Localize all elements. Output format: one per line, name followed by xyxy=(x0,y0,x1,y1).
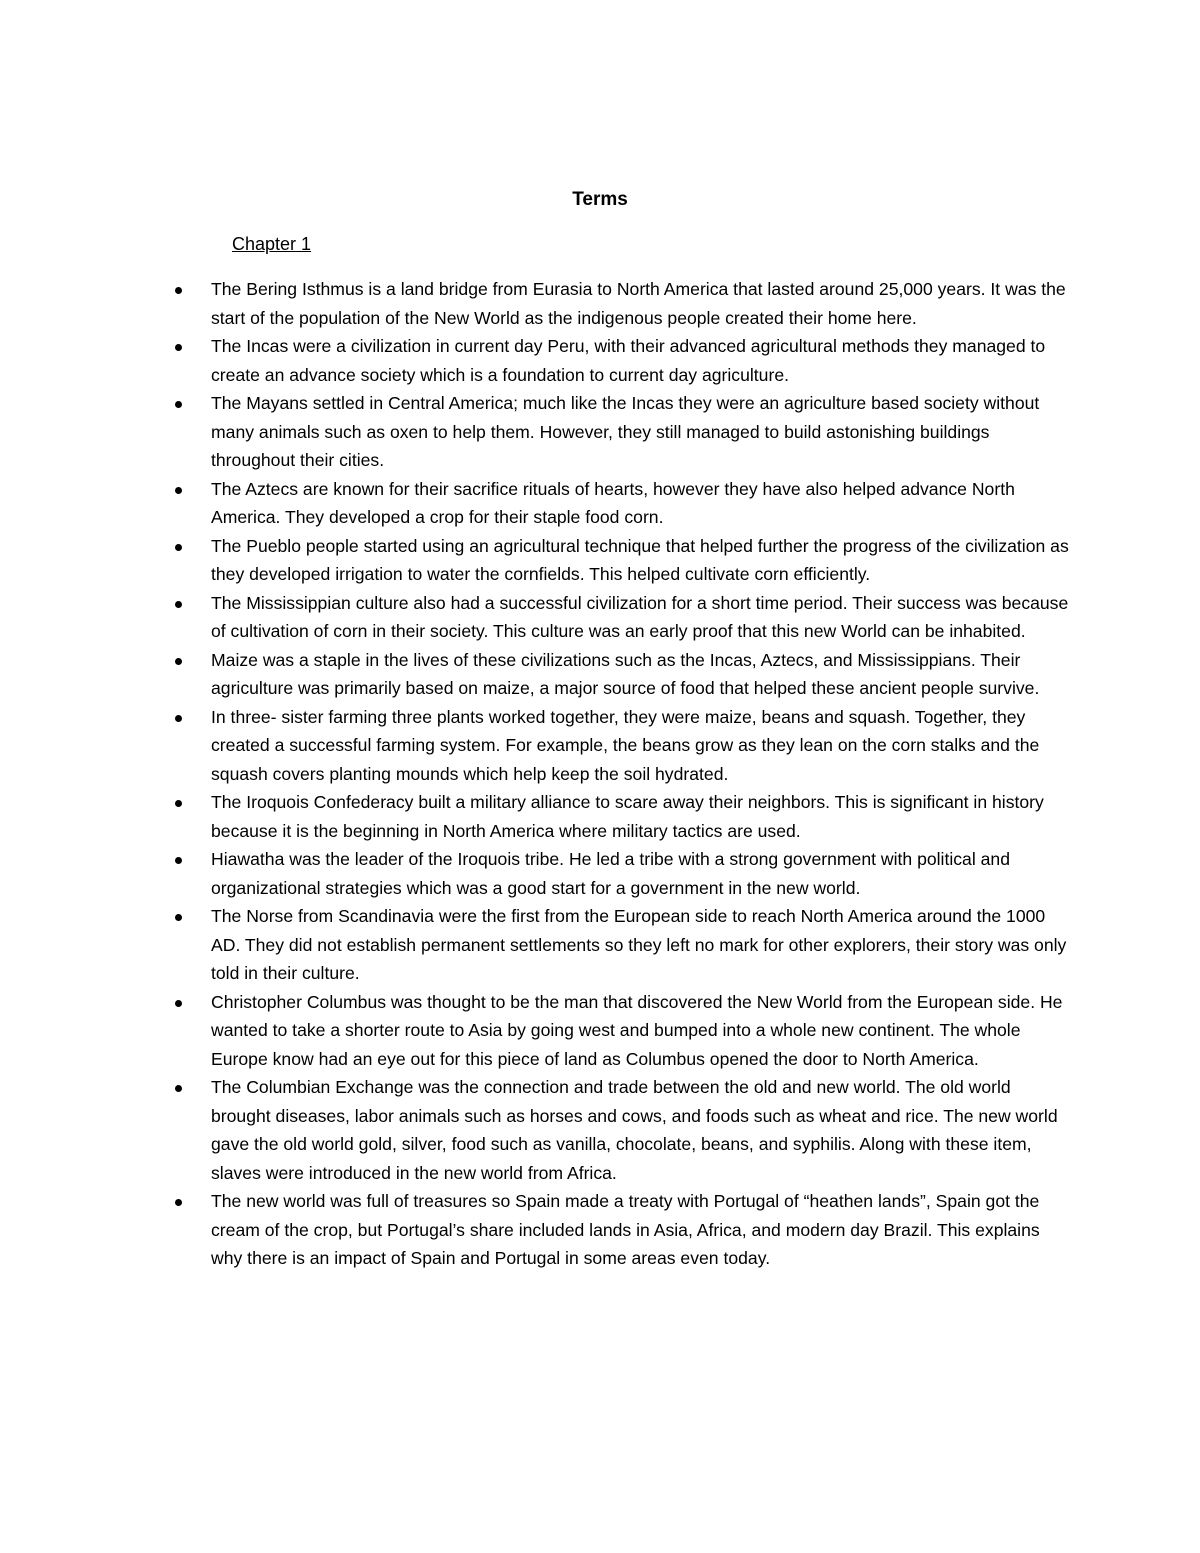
list-item-text: The Mayans settled in Central America; much like the Incas they were an agriculture based society without many animals such as oxen to help them. However, they still managed to build astonishing buildings throughout their cities. xyxy=(211,393,1040,470)
list-item-text: The Iroquois Confederacy built a military alliance to scare away their neighbors. This is significant in history because it is the beginning in North America where military tactics are used. xyxy=(211,792,1044,841)
list-item-text: The Norse from Scandinavia were the first from the European side to reach North America around the 1000 AD. They did not establish permanent settlements so they left no mark for other explorers, their story was only told in their culture. xyxy=(211,906,1067,983)
list-item-text: The Incas were a civilization in current day Peru, with their advanced agricultural methods they managed to create an advance society which is a foundation to current day agriculture. xyxy=(211,336,1046,385)
bullet-icon xyxy=(175,857,182,864)
list-item xyxy=(211,1073,1071,1187)
list-item-text: Christopher Columbus was thought to be the man that discovered the New World from the European side. He wanted to take a shorter route to Asia by going west and bumped into a whole new continent. The whole Europe know had an eye out for this piece of land as Columbus opened the door to North America. xyxy=(211,991,1063,1069)
list-item-text: The Bering Isthmus is a land bridge from Eurasia to North America that lasted around 25,000 years. It was the start of the population of the New World as the indigenous people created their home here. xyxy=(211,279,1066,328)
list-item xyxy=(211,788,1071,845)
list-item-text: The Mississippian culture also had a successful civilization for a short time period. Their success was because of cultivation of corn in their society. This culture was an early proof that this new World can be inhabited. xyxy=(211,592,1069,641)
bullet-icon xyxy=(175,287,182,294)
list-item-text: Maize was a staple in the lives of these civilizations such as the Incas, Aztecs, and Mississippians. Their agriculture was primarily based on maize, a major source of food that helped these ancient people survive. xyxy=(211,649,1040,698)
list-item xyxy=(211,332,1071,389)
bullet-icon xyxy=(175,601,182,608)
list-item-text: In three- sister farming three plants worked together, they were maize, beans and squash. Together, they created a successful farming system. For example, the beans grow as they lean on the corn stalks and the squash covers planting mounds which help keep the soil hydrated. xyxy=(211,706,1040,784)
list-item xyxy=(211,589,1071,646)
bullet-icon xyxy=(175,715,182,722)
chapter-heading: Chapter 1 xyxy=(232,234,312,254)
document-title: Terms xyxy=(572,189,628,210)
list-item xyxy=(211,1187,1071,1273)
list-item xyxy=(211,389,1071,475)
list-item xyxy=(211,902,1071,988)
list-item xyxy=(211,845,1071,902)
bullet-icon xyxy=(175,800,182,807)
bullet-icon xyxy=(175,658,182,665)
list-item-text: The Pueblo people started using an agricultural technique that helped further the progress of the civilization as they developed irrigation to water the cornfields. This helped cultivate corn efficiently. xyxy=(211,535,1069,584)
list-item-text: The new world was full of treasures so Spain made a treaty with Portugal of “heathen lands”, Spain got the cream of the crop, but Portugal’s share included lands in Asia, Africa, and modern day Brazil. This explains why there is an impact of Spain and Portugal in some areas even today. xyxy=(211,1191,1040,1268)
terms-list xyxy=(211,275,1071,1273)
list-item xyxy=(211,988,1071,1074)
list-item-text: The Columbian Exchange was the connection and trade between the old and new world. The old world brought diseases, labor animals such as horses and cows, and foods such as wheat and rice. The new world gave the old world gold, silver, food such as vanilla, chocolate, beans, and syphilis. Along with these item, slaves were introduced in the new world from Africa. xyxy=(211,1077,1058,1183)
list-item xyxy=(211,646,1071,703)
list-item xyxy=(211,275,1071,332)
bullet-icon xyxy=(175,1000,182,1007)
bullet-icon xyxy=(175,1085,182,1092)
bullet-icon xyxy=(175,344,182,351)
bullet-icon xyxy=(175,544,182,551)
list-item-text: The Aztecs are known for their sacrifice rituals of hearts, however they have also helped advance North America. They developed a crop for their staple food corn. xyxy=(211,478,1015,527)
list-item-text: Hiawatha was the leader of the Iroquois tribe. He led a tribe with a strong government with political and organizational strategies which was a good start for a government in the new world. xyxy=(211,849,1010,898)
bullet-icon xyxy=(175,1199,182,1206)
list-item xyxy=(211,475,1071,532)
bullet-icon xyxy=(175,487,182,494)
bullet-icon xyxy=(175,914,182,921)
list-item xyxy=(211,703,1071,789)
bullet-icon xyxy=(175,401,182,408)
list-item xyxy=(211,532,1071,589)
